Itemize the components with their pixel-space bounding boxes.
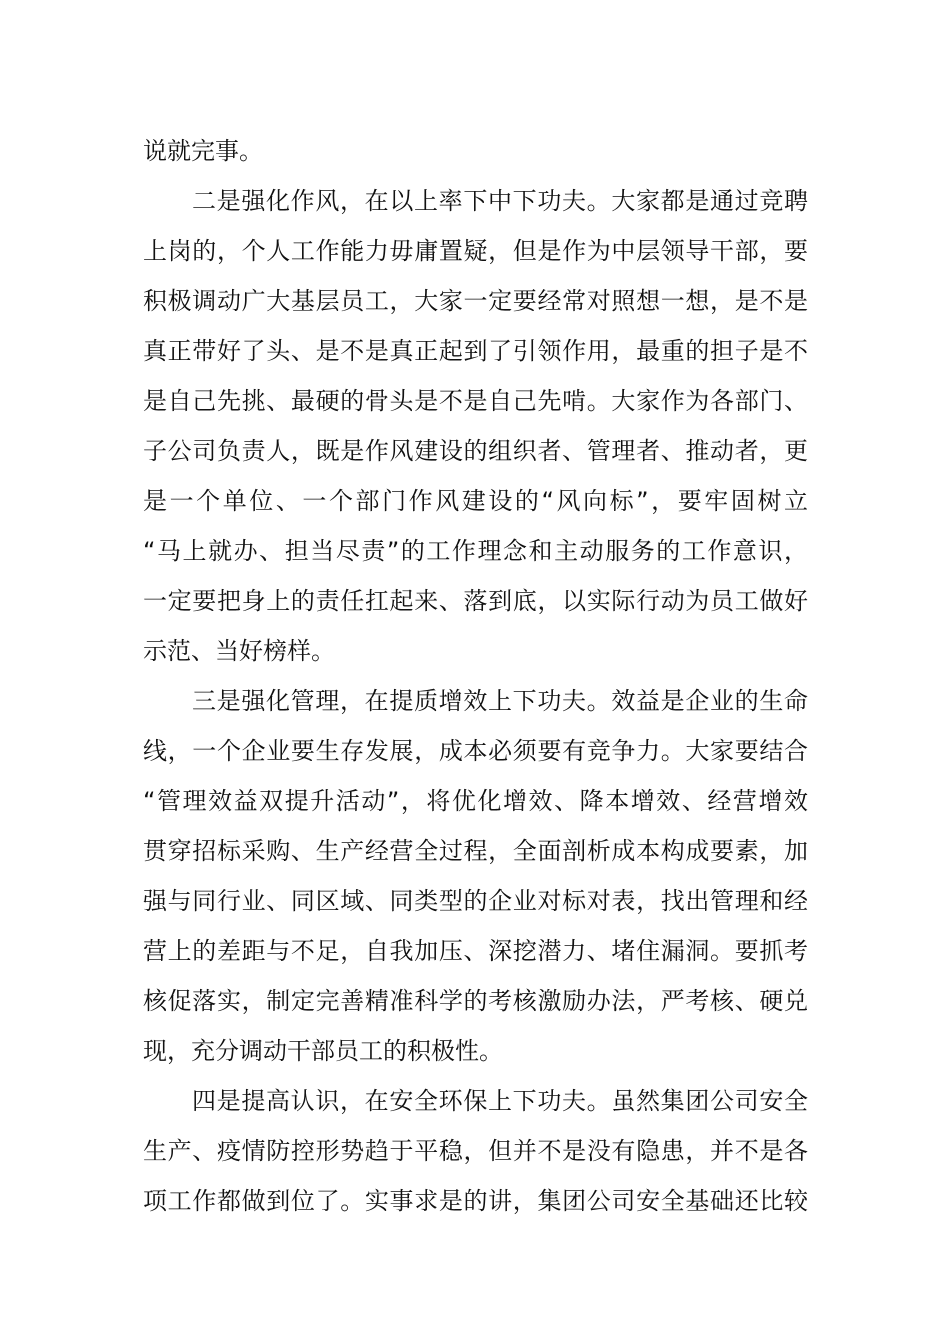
paragraph-2-line-5: 是自己先挑、最硬的骨头是不是自己先啃。大家作为各部门、: [143, 387, 808, 415]
paragraph-2-line-4: 真正带好了头、是不是真正起到了引领作用，最重的担子是不: [143, 337, 808, 365]
paragraph-2-line-10: 示范、当好榜样。: [143, 637, 335, 665]
paragraph-3-line-5: 强与同行业、同区域、同类型的企业对标对表，找出管理和经: [143, 887, 808, 915]
paragraph-4-line-1: 四是提高认识，在安全环保上下功夫。虽然集团公司安全: [192, 1087, 808, 1115]
paragraph-3-line-2: 线，一个企业要生存发展，成本必须要有竞争力。大家要结合: [143, 737, 808, 765]
paragraph-3-line-8: 现，充分调动干部员工的积极性。: [143, 1037, 503, 1065]
paragraph-2-line-3: 积极调动广大基层员工，大家一定要经常对照想一想，是不是: [143, 287, 808, 315]
paragraph-2-line-9: 一定要把身上的责任扛起来、落到底，以实际行动为员工做好: [143, 587, 808, 615]
paragraph-2-line-1: 二是强化作风，在以上率下中下功夫。大家都是通过竞聘: [192, 187, 808, 215]
paragraph-4-line-2: 生产、疫情防控形势趋于平稳，但并不是没有隐患，并不是各: [143, 1137, 808, 1165]
paragraph-3-line-4: 贯穿招标采购、生产经营全过程，全面剖析成本构成要素，加: [143, 837, 808, 865]
paragraph-3-line-3: “管理效益双提升活动”，将优化增效、降本增效、经营增效: [143, 787, 808, 815]
paragraph-3-line-6: 营上的差距与不足，自我加压、深挖潜力、堵住漏洞。要抓考: [143, 937, 808, 965]
paragraph-3-line-7: 核促落实，制定完善精准科学的考核激励办法，严考核、硬兑: [143, 987, 808, 1015]
paragraph-2-line-6: 子公司负责人，既是作风建设的组织者、管理者、推动者，更: [143, 437, 808, 465]
paragraph-2-line-8: “马上就办、担当尽责”的工作理念和主动服务的工作意识，: [143, 537, 808, 565]
text-line-1: 说就完事。: [143, 137, 263, 165]
paragraph-2-line-7: 是一个单位、一个部门作风建设的“风向标”，要牢固树立: [143, 487, 808, 515]
paragraph-4-line-3: 项工作都做到位了。实事求是的讲，集团公司安全基础还比较: [143, 1187, 808, 1215]
paragraph-2-line-2: 上岗的，个人工作能力毋庸置疑，但是作为中层领导干部，要: [143, 237, 808, 265]
paragraph-3-line-1: 三是强化管理，在提质增效上下功夫。效益是企业的生命: [192, 687, 808, 715]
